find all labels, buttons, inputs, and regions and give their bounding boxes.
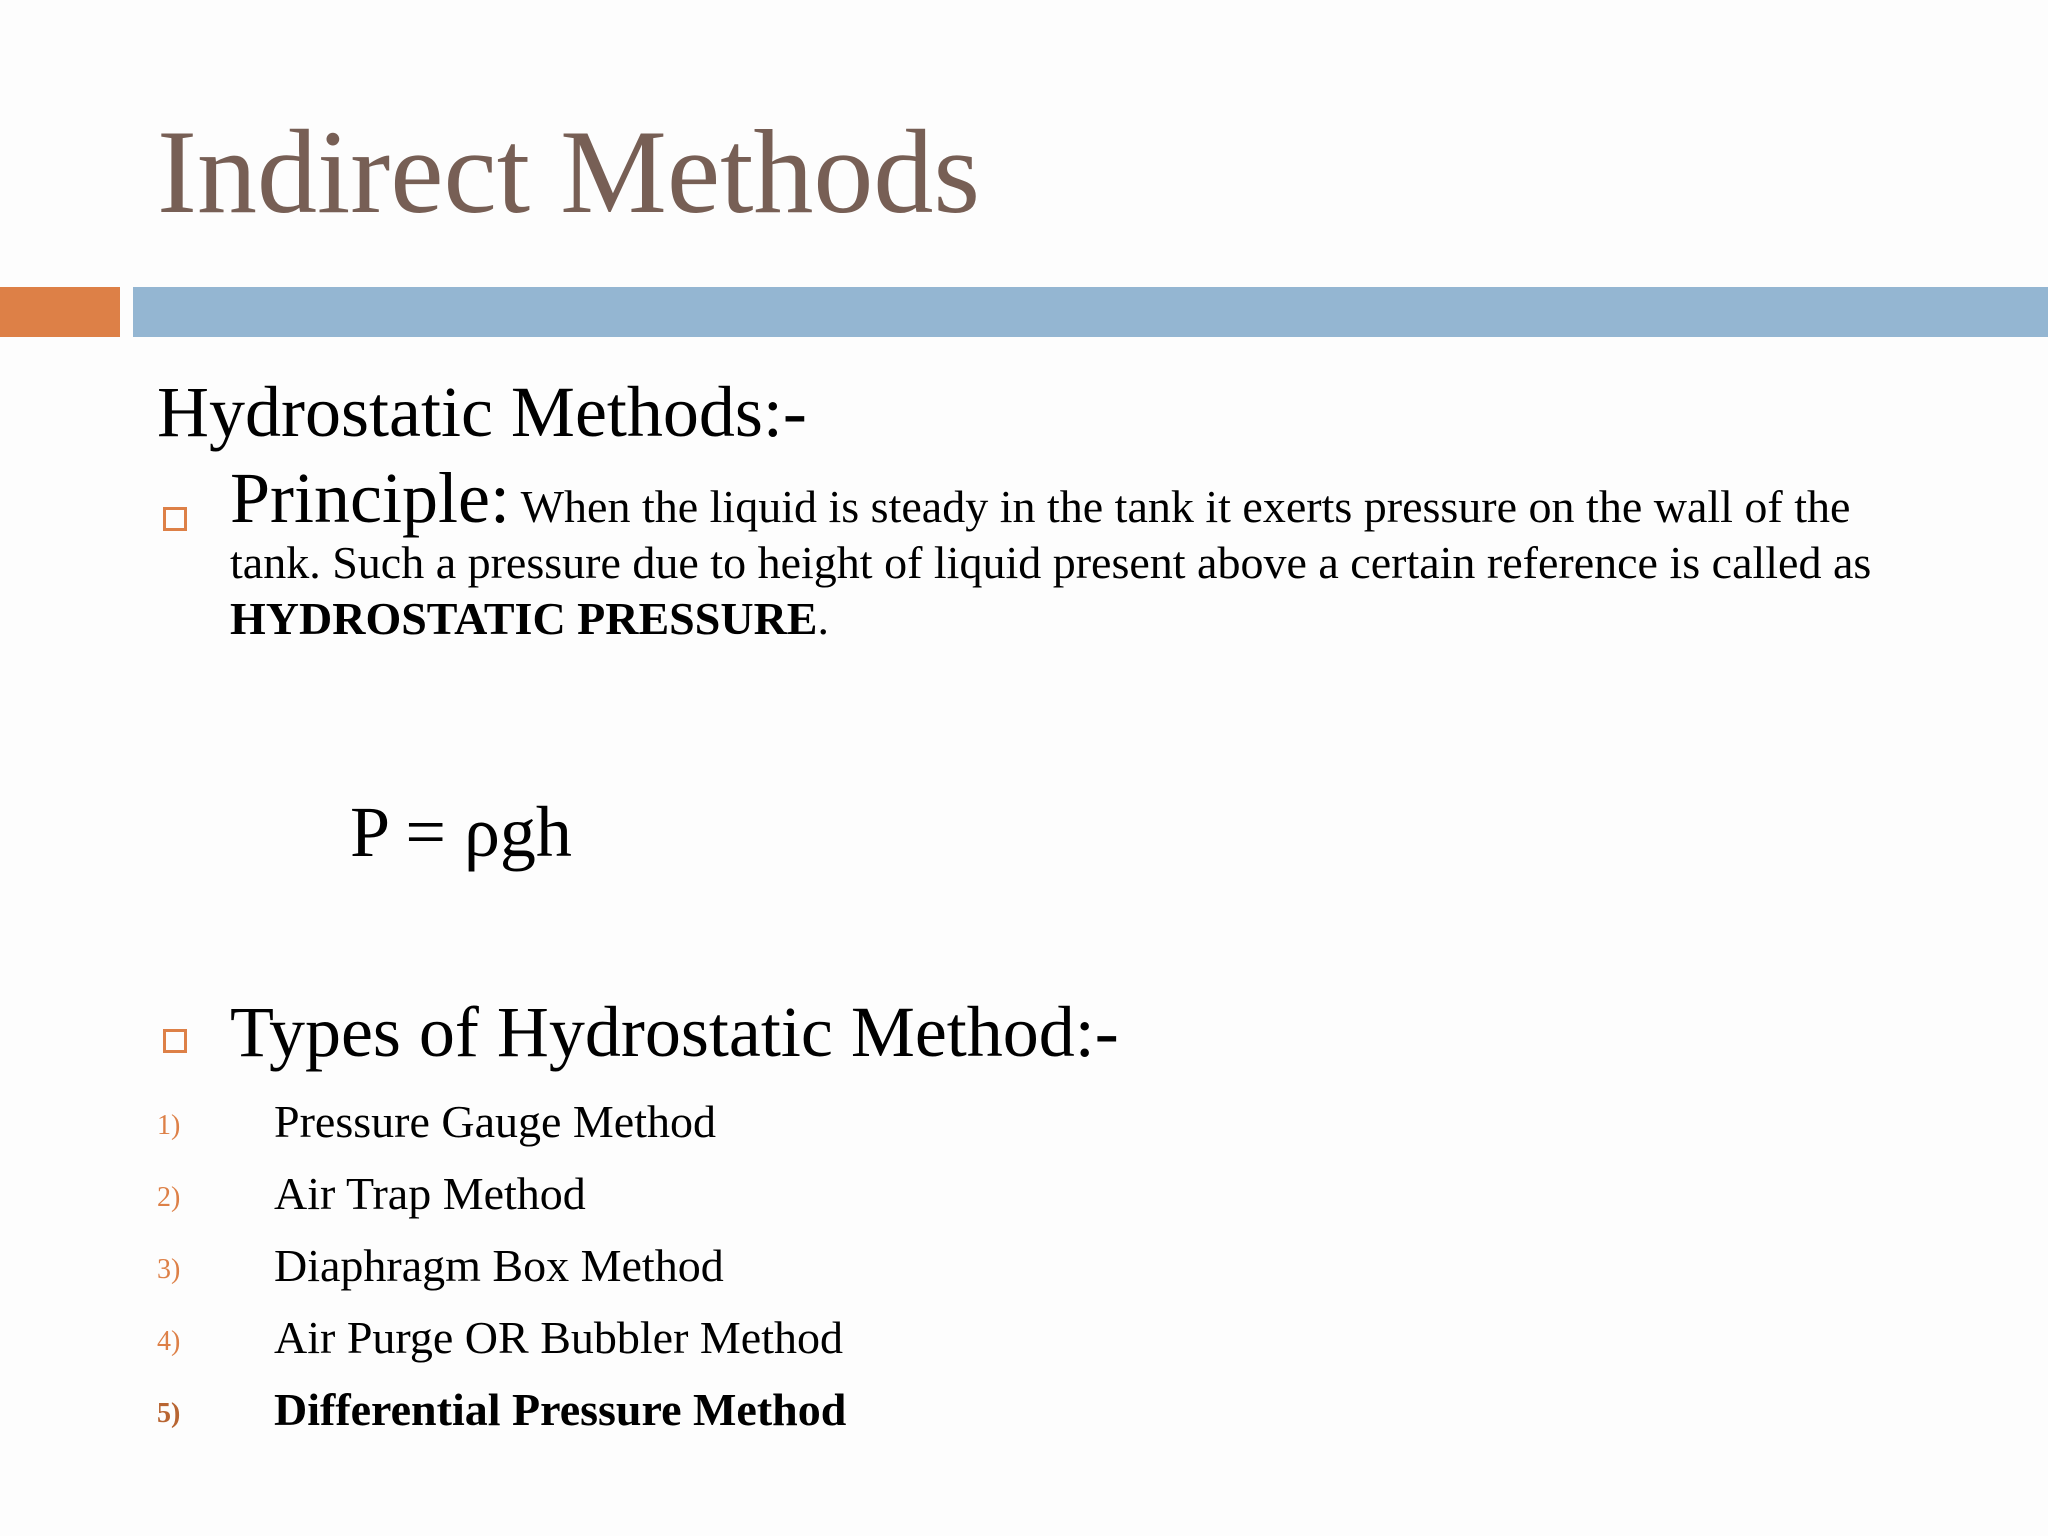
principle-emphasis: HYDROSTATIC PRESSURE [230, 593, 818, 644]
list-label: Air Purge OR Bubbler Method [274, 1312, 844, 1363]
list-number: 5) [157, 1398, 181, 1429]
accent-bar-blue [133, 287, 2048, 337]
list-label: Differential Pressure Method [274, 1384, 847, 1435]
list-label: Diaphragm Box Method [274, 1240, 724, 1291]
square-bullet-icon [163, 507, 187, 531]
section-heading: Hydrostatic Methods:- [157, 372, 807, 452]
list-number: 3) [157, 1254, 181, 1285]
square-bullet-icon [163, 1029, 187, 1053]
slide-title: Indirect Methods [157, 105, 981, 238]
principle-end: . [817, 593, 829, 644]
list-label: Pressure Gauge Method [274, 1096, 717, 1147]
list-number: 1) [157, 1110, 181, 1141]
principle-paragraph [230, 458, 1910, 647]
principle-label: Principle: [230, 458, 510, 538]
types-heading: Types of Hydrostatic Method:- [230, 992, 1119, 1072]
list-number: 2) [157, 1182, 181, 1213]
formula: P = ρgh [350, 792, 572, 872]
accent-bar-orange [0, 287, 120, 337]
list-label: Air Trap Method [274, 1168, 586, 1219]
list-number: 4) [157, 1326, 181, 1357]
principle-text: When the liquid is steady in the tank it exerts pressure on the wall of the tank. Such a pressure due to height of liquid present above a certain reference is called as [230, 481, 1872, 588]
